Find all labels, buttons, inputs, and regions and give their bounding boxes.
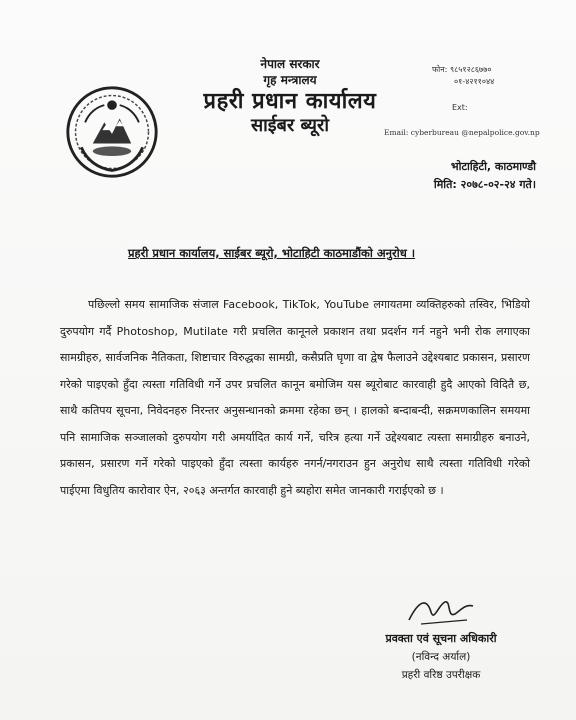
place: भोटाहिटी, काठमाण्डौ [450,160,536,173]
ministry-line: गृह मन्त्रालय [263,73,317,87]
signatory-title: प्रवक्ता एवं सूचना अधिकारी [385,632,497,645]
bureau-name: साईबर ब्यूरो [250,115,330,136]
letter-body [60,292,530,504]
signature-block [356,590,526,684]
email-address: Email: cyberbureau @nepalpolice.gov.np [384,128,540,137]
government-line: नेपाल सरकार [260,57,320,71]
nepal-emblem-icon [64,84,160,180]
signature-icon [401,590,481,630]
office-name: प्रहरी प्रधान कार्यालय [203,89,377,114]
body-paragraph: पछिल्लो समय सामाजिक संजाल Facebook, TikTok, YouTube लगायतमा व्यक्तिहरुको तस्विर, भिडियो दुरुपयोग गर्दै Photoshop, Mutilate गरी प्रचलित कानूनले प्रकाशन तथा प्रदर्शन गर्न नहुने भनी रोक लगाएका सामग्रीहरु, सार्वजनिक नैतिकता, शिष्टाचार विरुद्धका सामग्री, कसैप्रति घृणा वा द्वेष फैलाउने उद्देश्यबाट प्रकासन, प्रसारण गरेको पाइएको हुँदा त्यस्ता गतिविधी गर्ने उपर प्रचलित कानून बमोजिम यस ब्यूरोबाट कारवाही हुदै आएको विदितै छ, साथै कतिपय सूचना, निवेदनहरु निरन्तर अनुसन्धानको क्रममा रहेका छन् । हालको बन्दाबन्दी, सक्रमणकालिन समयमा पनि सामाजिक सञ्जालको दुरुपयोग गरी अमर्यादित कार्य गर्ने, चरित्र हत्या गर्ने उद्देश्यबाट त्यस्ता समाग्रीहरु बनाउने, प्रकासन, प्रसारण गर्ने गरेको पाइएको हुँदा त्यस्ता कार्यहरु नगर्न/नगराउन हुन अनुरोध साथै त्यस्ता गतिविधी गरेको पाईएमा विधुतिय कारोवार ऐन, २०६३ अन्तर्गत कारवाही हुने ब्यहोरा समेत जानकारी गराईएको छ । [60,298,530,497]
phone-number-1: ९८५१२८६७७० [449,65,492,74]
letterhead [170,56,410,137]
phone-number-2: ०१-४२११०४४ [454,77,495,86]
ext-label: Ext: [452,103,468,112]
date: मिति: २०७८-०२-२४ गते। [433,178,536,191]
place-date-block [434,158,536,194]
contact-block [432,64,494,114]
signatory-rank: प्रहरी वरिष्ठ उपरीक्षक [401,669,481,681]
phone-label: फोन: [432,65,448,74]
subject-line: प्रहरी प्रधान कार्यालय, साईबर ब्यूरो, भोटाहिटी काठमाडौंको अनुरोध । [128,246,416,260]
signatory-name: (नविन्द अर्याल) [411,651,471,663]
